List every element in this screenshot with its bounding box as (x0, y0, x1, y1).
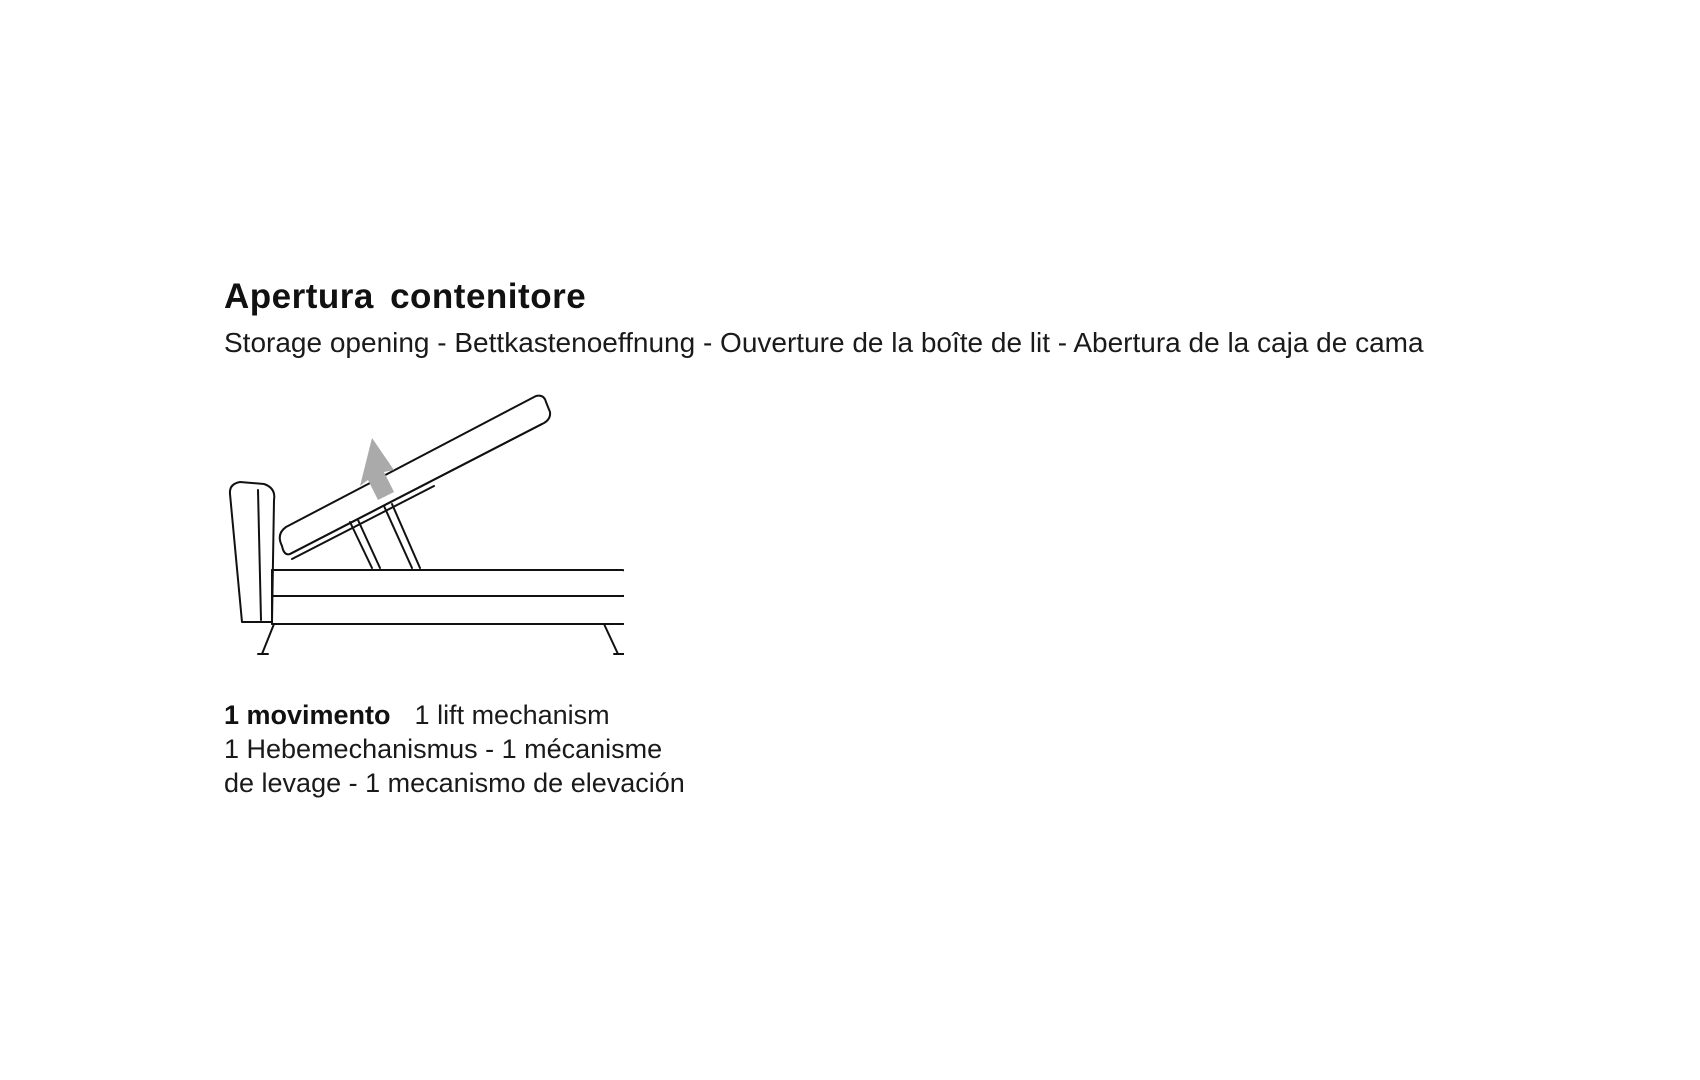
lift-arrow-icon (360, 438, 394, 500)
caption-line-2: 1 Hebemechanismus - 1 mécanisme (224, 734, 663, 764)
bed-base-bottom (272, 596, 624, 624)
headboard-inner-line (258, 490, 261, 620)
mechanism-caption (224, 698, 784, 800)
bed-storage-lift-illustration (224, 394, 624, 674)
caption-line-3: de levage - 1 mecanismo de elevación (224, 768, 685, 798)
caption-title: 1 movimento (224, 700, 391, 730)
section-title: Apertura contenitore (224, 277, 587, 316)
headboard-outline (230, 482, 274, 622)
front-leg (258, 624, 274, 654)
bed-base-top (272, 570, 624, 596)
caption-line-1-rest: 1 lift mechanism (414, 700, 610, 730)
platform-underside (290, 424, 542, 554)
lifted-platform (280, 396, 550, 555)
rear-leg (604, 624, 624, 654)
storage-opening-section (224, 270, 1584, 798)
section-subtitle: Storage opening - Bettkastenoeffnung - Ouverture de la boîte de lit - Abertura de la caja de cama (224, 327, 1424, 358)
lift-strut-rear (384, 504, 420, 568)
caption-line-1 (224, 698, 784, 732)
